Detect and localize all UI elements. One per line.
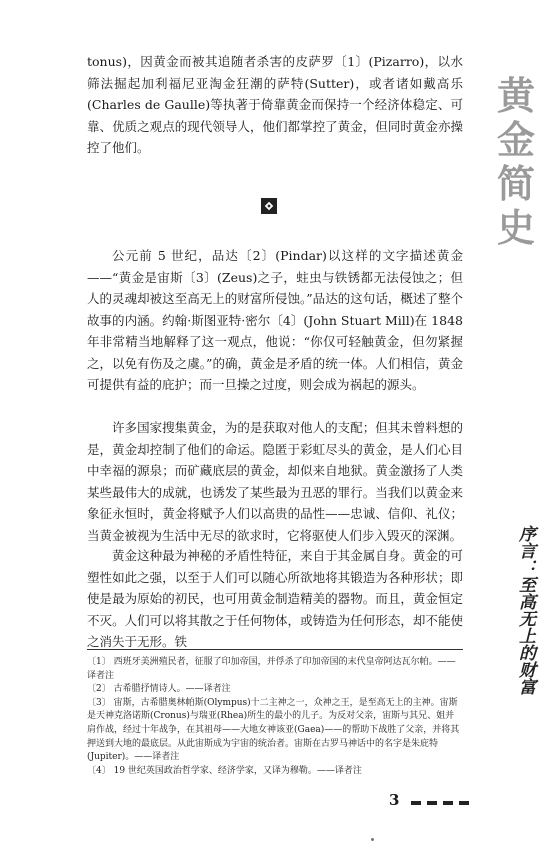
body-paragraph-1 — [87, 245, 463, 396]
running-book-title — [489, 74, 543, 250]
paragraph-text: 黄金这种最为神秘的矛盾性特征，来自于其金属自身。黄金的可塑性如此之强，以至于人们可以随心所欲地将其锻造为各种形状；即使是最为原始的初民，也可用黄金制造精美的器物。而且，黄金恒定不灭。人们可以将其散之于任何物体，或铸造为任何形态，却不能使之消失于无形。铁 — [87, 548, 463, 649]
body-paragraph-2 — [87, 417, 463, 546]
body-paragraph-3 — [87, 545, 463, 653]
print-dot — [371, 838, 374, 841]
page-number-dashes — [411, 801, 475, 805]
paragraph-text: 公元前 5 世纪，品达〔2〕(Pindar)以这样的文字描述黄金——“黄金是宙斯〔3〕(Zeus)之子，蛀虫与铁锈都无法侵蚀之；但人的灵魂却被这至高无上的财富所侵蚀。”品达的这句话，概述了整个故事的内涵。约翰·斯图亚特·密尔〔4〕(John Stuart Mill)在 1848 年非常精当地解释了这一观点，他说：“你仅可轻触黄金，但勿紧握之，以免有伤及之虞。”的确，黄金是矛盾的统一体。人们相信，黄金可提供有益的庇护；而一旦操之过度，则会成为祸起的源头。 — [87, 248, 463, 392]
running-chapter-title: 序言：至高无上的财富 — [515, 525, 535, 695]
title-char: 史 — [496, 206, 535, 250]
body-paragraph-top — [87, 51, 463, 159]
page-number: 3 — [389, 791, 400, 809]
footnote: 〔4〕 19 世纪英国政治哲学家、经济学家，又译为穆勒。——译者注 — [87, 765, 362, 776]
footnote-divider — [87, 649, 463, 650]
title-char: 简 — [496, 162, 535, 206]
footnote: 〔1〕 西班牙美洲殖民者，征服了印加帝国，并俘杀了印加帝国的末代皇帝阿达瓦尔帕。——译者注 — [87, 657, 456, 681]
diamond-ornament-icon — [261, 198, 277, 214]
footnotes — [87, 656, 463, 778]
footnote: 〔2〕 古希腊抒情诗人。——译者注 — [87, 684, 231, 695]
footnote: 〔3〕 宙斯，古希腊奥林帕斯(Olympus)十二主神之一，众神之王，是至高无上的主神。宙斯是天神克洛诺斯(Cronus)与瑞亚(Rhea)所生的最小的儿子。为反对父亲，宙斯与其兄、姐并肩作战，经过十年战争，在其祖母——大地女神该亚(Gaea)——的帮助下战胜了父亲，并将其押送到大地的最底层。从此宙斯成为宇宙的统治者。宙斯在古罗马神话中的名字是朱庇特(Jupiter)。——译者注 — [87, 697, 460, 763]
title-char: 金 — [496, 118, 535, 162]
title-char: 黄 — [496, 74, 535, 118]
paragraph-text: 许多国家搜集黄金，为的是获取对他人的支配；但其未曾料想的是，黄金却控制了他们的命运。隐匿于彩虹尽头的黄金，是人们心目中幸福的源泉；而矿藏底层的黄金，却似来自地狱。黄金激扬了人类某些最伟大的成就，也诱发了某些最为丑恶的罪行。当我们以黄金来象征永恒时，黄金将赋予人们以高贵的品性——忠诚、信仰、礼仪；当黄金被视为生活中无尽的欲求时，它将驱使人们步入毁灭的深渊。 — [87, 420, 463, 543]
paragraph-text: tonus)，因黄金而被其追随者杀害的皮萨罗〔1〕(Pizarro)，以水筛法掘起加利福尼亚淘金狂潮的萨特(Sutter)，或者诸如戴高乐(Charles de Gaulle)等执著于倚靠黄金而保持一个经济体稳定、可靠、优质之观点的现代领导人，他们都掌控了黄金，但同时黄金亦操控了他们。 — [87, 54, 463, 155]
